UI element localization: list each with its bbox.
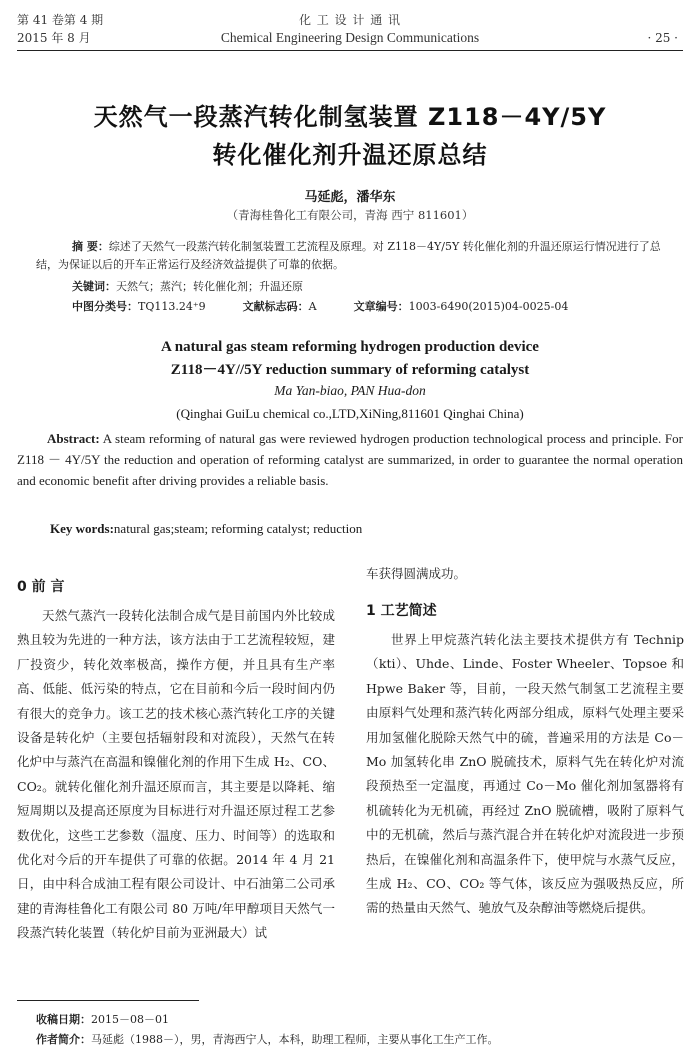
section-0-heading: 0 前 言 (17, 579, 65, 595)
author-bio-text: 马延彪（1988－），男，青海西宁人，本科，助理工程师，主要从事化工生产工作。 (91, 1033, 499, 1046)
affiliation-zh: （青海桂鲁化工有限公司，青海 西宁 811601） (226, 208, 474, 222)
doc-code-value: A (308, 300, 317, 313)
classification-line (72, 298, 672, 316)
section-0-continued: 车获得圆满成功。 (366, 566, 467, 581)
footnote-rule (17, 1000, 199, 1001)
abstract-zh-label: 摘 要： (72, 240, 109, 253)
issue-date: 2015 年 8 月 (17, 31, 91, 45)
abstract-en (17, 428, 683, 491)
title-zh-line1: 天然气一段蒸汽转化制氢装置 Z118－4Y/5Y (93, 103, 607, 131)
article-no-value: 1003-6490(2015)04-0025-04 (408, 300, 569, 313)
title-en-line1: A natural gas steam reforming hydrogen production device (161, 339, 539, 355)
abstract-zh (36, 238, 666, 274)
keywords-en (50, 521, 362, 537)
section-1-heading: 1 工艺简述 (366, 603, 437, 619)
keywords-zh-label: 关键词： (72, 280, 116, 293)
page-number: · 25 · (647, 31, 678, 45)
abstract-en-text: A steam reforming of natural gas were reviewed hydrogen production technological process and principle. For Z118 － 4Y/5Y the reduction and operation of reforming catalyst are summarized, in order to guarantee the normal operation and economic benefit after driving provides a reliable basis. (17, 431, 683, 488)
abstract-zh-text: 综述了天然气一段蒸汽转化制氢装置工艺流程及原理。对 Z118－4Y/5Y 转化催化剂的升温还原运行情况进行了总结，为保证以后的开车正常运行及经济效益提供了可靠的依据。 (36, 240, 661, 271)
keywords-en-label: Key words: (50, 521, 114, 536)
section-0-body: 天然气蒸汽一段转化法制合成气是目前国内外比较成熟且较为先进的一种方法，该方法由于工艺流程较短，建厂投资少，转化效率极高，操作方便，并且具有生产率高、低能、低污染的特点，它在目前和今后一段时间内仍有很大的竞争力。该工艺的技术核心蒸汽转化工序的关键设备是转化炉（主要包括辐射段和对流段），天然气在转化炉中与蒸汽在高温和镍催化剂的作用下生成 H₂、CO、CO₂。就转化催化剂升温还原而言，其主要是以降耗、缩短周期以及提高还原度为目标进行对升温还原过程工艺参数优化，这些工艺参数（温度、压力、时间等）的选取和优化对今后的开车提供了可靠的依据。2014 年 4 月 21 日，由中科合成油工程有限公司设计、中石油第二公司承建的青海桂鲁化工有限公司 80 万吨/年甲醇项目天然气一段蒸汽转化装置（转化炉目前为亚洲最大）试 (17, 608, 335, 941)
clc-label: 中图分类号： (72, 300, 138, 313)
authors-en: Ma Yan-biao, PAN Hua-don (274, 383, 426, 398)
journal-title-en: Chemical Engineering Design Communications (220, 30, 480, 45)
doc-code-label: 文献标志码： (242, 300, 309, 313)
received-date (36, 1012, 169, 1028)
received-label: 收稿日期： (36, 1013, 91, 1026)
author-bio (36, 1032, 499, 1048)
keywords-zh-text: 天然气；蒸汽；转化催化剂；升温还原 (116, 280, 303, 293)
received-value: 2015－08－01 (91, 1013, 169, 1026)
journal-title-zh: 化 工 设 计 通 讯 (298, 13, 402, 27)
keywords-zh (72, 278, 672, 296)
clc-value: TQ113.24⁺9 (138, 300, 206, 313)
abstract-en-label: Abstract: (47, 431, 100, 446)
authors-zh: 马延彪，潘华东 (304, 190, 396, 205)
author-bio-label: 作者简介： (36, 1033, 91, 1046)
keywords-en-text: natural gas;steam; reforming catalyst; reduction (113, 521, 363, 536)
title-zh-line2: 转化催化剂升温还原总结 (212, 141, 488, 169)
section-1-body: 世界上甲烷蒸汽转化法主要技术提供方有 Technip（kti）、Uhde、Linde、Foster Wheeler、Topsoe 和 Hpwe Baker 等，目前，一段天然气制氢工艺流程主要由原料气处理和蒸汽转化两部分组成，原料气处理主要采用加氢催化脱除天然气中的硫，普遍采用的方法是 Co－Mo 加氢转化串 ZnO 脱硫技术，原料气先在转化炉对流段预热至一定温度，再通过 Co－Mo 催化剂加氢器将有机硫转化为无机硫，再经过 ZnO 脱硫槽，吸附了原料气中的无机硫，然后与蒸汽混合并在转化炉对流段进一步预热后，在镍催化剂和高温条件下，使甲烷与水蒸气反应，生成 H₂、CO、CO₂ 等气体，该反应为强吸热反应，所需的热量由天然气、驰放气及杂醇油等燃烧后提供。 (366, 632, 684, 916)
header-rule (17, 50, 683, 51)
volume-issue: 第 41 卷第 4 期 (17, 13, 104, 27)
affiliation-en: (Qinghai GuiLu chemical co.,LTD,XiNing,811601 Qinghai China) (176, 406, 524, 421)
article-no-label: 文章编号： (353, 300, 409, 313)
title-en-line2: Z118－4Y//5Y reduction summary of reforming catalyst (170, 362, 530, 378)
